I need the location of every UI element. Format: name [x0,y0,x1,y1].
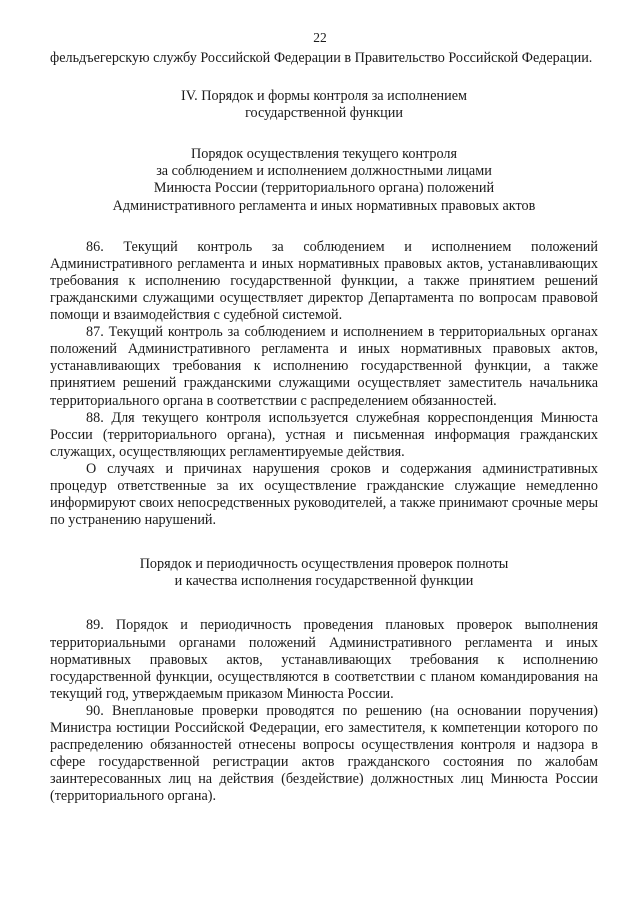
section-title-line: IV. Порядок и формы контроля за исполнением [181,88,467,105]
paragraph-88-continuation: О случаях и причинах нарушения сроков и содержания административных процедур ответственные за их осуществление гражданские служащие немедленно информируют своих непосредственных руководителей, а также принимают срочные меры по устранению нарушений. [50,460,598,529]
section-title [50,88,598,122]
paragraph-87: 87. Текущий контроль за соблюдением и исполнением в территориальных органах положений Административного регламента и иных нормативных правовых актов, устанавливающих требования к исполнению государственной функции, а также принятием решений гражданскими служащими осуществляет заместитель начальника территориального органа в соответствии с распределением обязанностей. [50,324,598,409]
paragraph-89: 89. Порядок и периодичность проведения плановых проверок выполнения территориальными органами положений Административного регламента и иных нормативных правовых актов, устанавливающих требования к исполнению государственной функции, осуществляются в соответствии с планом командирования на текущий год, утверждаемым приказом Минюста России. [50,617,598,702]
page-number: 22 [313,30,327,45]
paragraph-86: 86. Текущий контроль за соблюдением и исполнением положений Административного регламента и иных нормативных правовых актов, устанавливающих требования к исполнению государственной функции, а также принятием решений гражданскими служащими осуществляет директор Департамента по вопросам правовой помощи и взаимодействия с судебной системой. [50,238,598,324]
document-body [50,50,598,805]
paragraph-90: 90. Внеплановые проверки проводятся по решению (на основании поручения) Министра юстиции Российской Федерации, его заместителя, к компетенции которого по распределению обязанностей отнесены вопросы осуществления контроля и надзора в сфере государственной регистрации актов гражданского состояния по жалобам заинтересованных лиц на действия (бездействие) должностных лиц Минюста России (территориального органа). [50,702,598,805]
subsection-title-line: Минюста России (территориального органа) положений [153,180,495,197]
subsection-title-line: Административного регламента и иных нормативных правовых актов [112,197,536,214]
section-title-line: государственной функции [245,105,403,122]
subsection-title-line: и качества исполнения государственной функции [174,573,474,590]
subsection-title-current-control [50,146,598,214]
subsection-title-line: за соблюдением и исполнением должностными лицами [156,163,492,180]
subsection-title-inspections [50,556,598,590]
subsection-title-line: Порядок осуществления текущего контроля [190,146,458,163]
intro-paragraph: фельдъегерскую службу Российской Федерации в Правительство Российской Федерации. [50,50,593,66]
paragraph-88: 88. Для текущего контроля используется служебная корреспонденция Минюста России (территориального органа), устная и письменная информация гражданских служащих, осуществляющих регламентируемые действия. [50,409,598,460]
subsection-title-line: Порядок и периодичность осуществления проверок полноты [139,556,509,573]
